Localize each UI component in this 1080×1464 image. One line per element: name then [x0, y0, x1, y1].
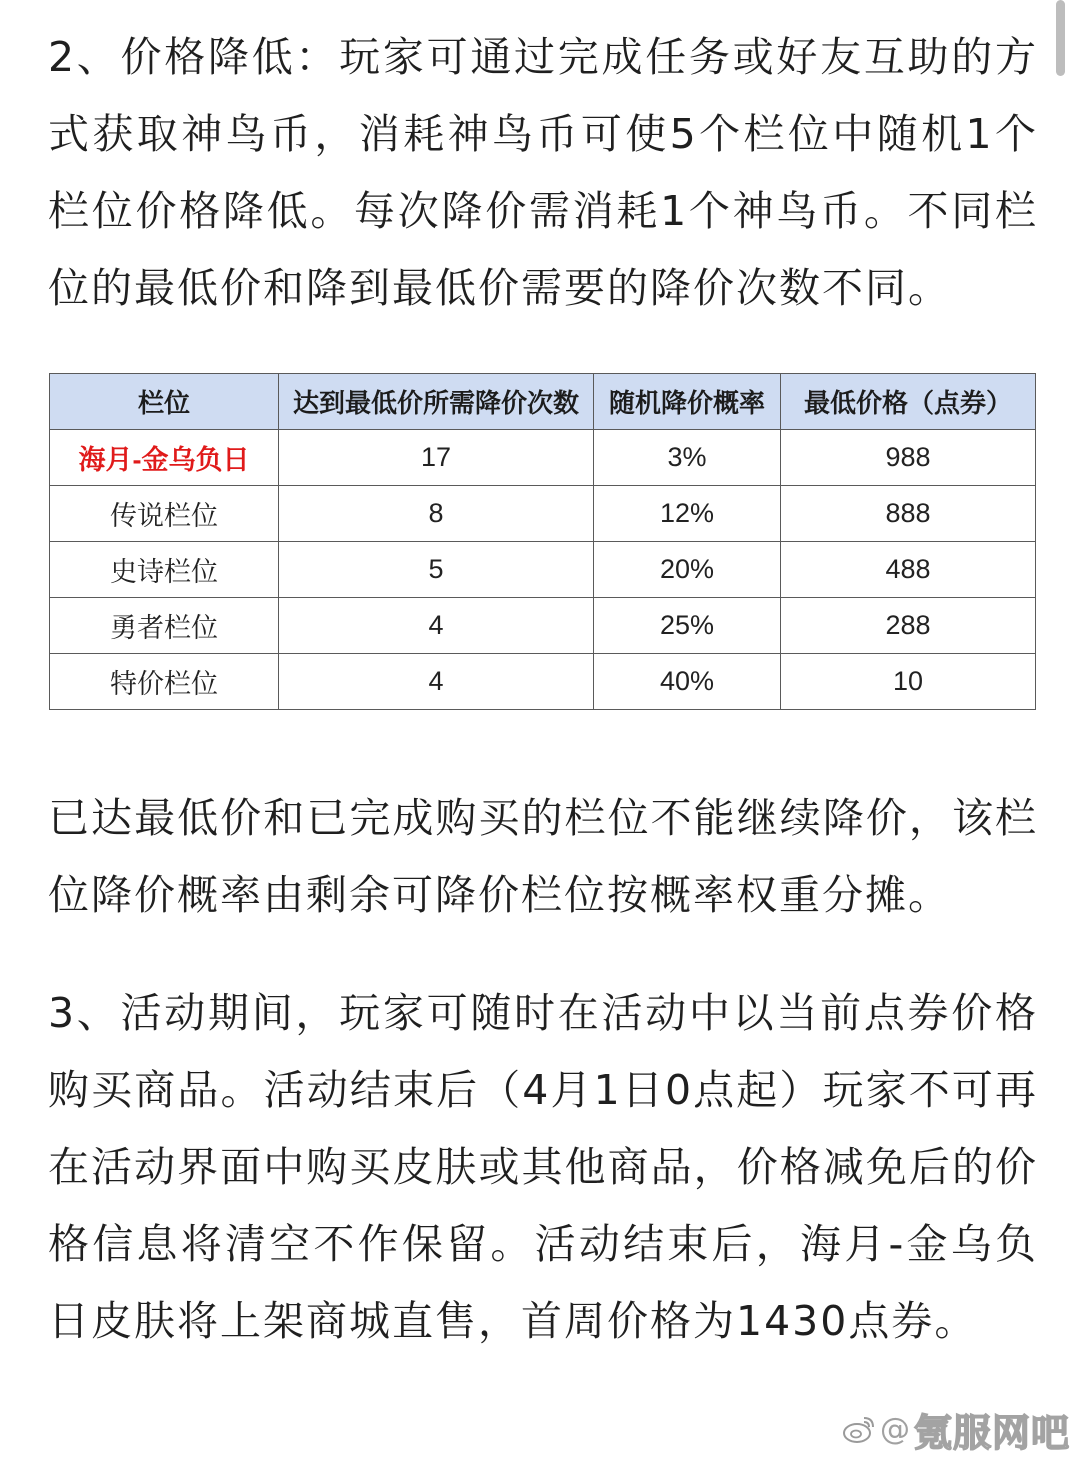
cell-times: 4	[279, 654, 594, 710]
cell-slot: 勇者栏位	[50, 598, 279, 654]
paragraph-event-end: 3、活动期间，玩家可随时在活动中以当前点券价格购买商品。活动结束后（4月1日0点起）玩家不可再在活动界面中购买皮肤或其他商品，价格减免后的价格信息将清空不作保留。活动结束后，海月-金乌负日皮肤将上架商城直售，首周价格为1430点券。	[48, 989, 1038, 1345]
header-min-price: 最低价格（点券）	[781, 374, 1036, 430]
cell-price: 288	[781, 598, 1036, 654]
cell-price: 10	[781, 654, 1036, 710]
scrollbar[interactable]	[1056, 0, 1065, 76]
cell-slot: 特价栏位	[50, 654, 279, 710]
price-table-container	[49, 373, 1035, 710]
cell-times: 17	[279, 430, 594, 486]
cell-times: 5	[279, 542, 594, 598]
cell-probability: 3%	[594, 430, 781, 486]
paragraph-probability-note: 已达最低价和已完成购买的栏位不能继续降价，该栏位降价概率由剩余可降价栏位按概率权重分摊。	[48, 794, 1038, 919]
cell-times: 8	[279, 486, 594, 542]
table-row	[50, 654, 1036, 710]
table-row	[50, 486, 1036, 542]
table-row	[50, 598, 1036, 654]
table-row	[50, 542, 1036, 598]
paragraph-price-reduction: 2、价格降低：玩家可通过完成任务或好友互助的方式获取神鸟币，消耗神鸟币可使5个栏位中随机1个栏位价格降低。每次降价需消耗1个神鸟币。不同栏位的最低价和降到最低价需要的降价次数不同。	[48, 33, 1038, 312]
price-table	[49, 373, 1036, 710]
table-header-row	[50, 374, 1036, 430]
cell-price: 888	[781, 486, 1036, 542]
cell-probability: 40%	[594, 654, 781, 710]
header-probability: 随机降价概率	[594, 374, 781, 430]
cell-slot: 海月-金乌负日	[50, 430, 279, 486]
cell-slot: 传说栏位	[50, 486, 279, 542]
header-slot: 栏位	[50, 374, 279, 430]
watermark-at: @	[879, 1411, 910, 1447]
cell-probability: 25%	[594, 598, 781, 654]
cell-probability: 12%	[594, 486, 781, 542]
cell-probability: 20%	[594, 542, 781, 598]
watermark	[842, 1406, 1070, 1455]
cell-slot: 史诗栏位	[50, 542, 279, 598]
cell-price: 488	[781, 542, 1036, 598]
cell-times: 4	[279, 598, 594, 654]
table-row	[50, 430, 1036, 486]
header-times: 达到最低价所需降价次数	[279, 374, 594, 430]
cell-price: 988	[781, 430, 1036, 486]
watermark-text: 氪服网吧	[913, 1410, 1070, 1455]
weibo-icon	[842, 1414, 876, 1444]
